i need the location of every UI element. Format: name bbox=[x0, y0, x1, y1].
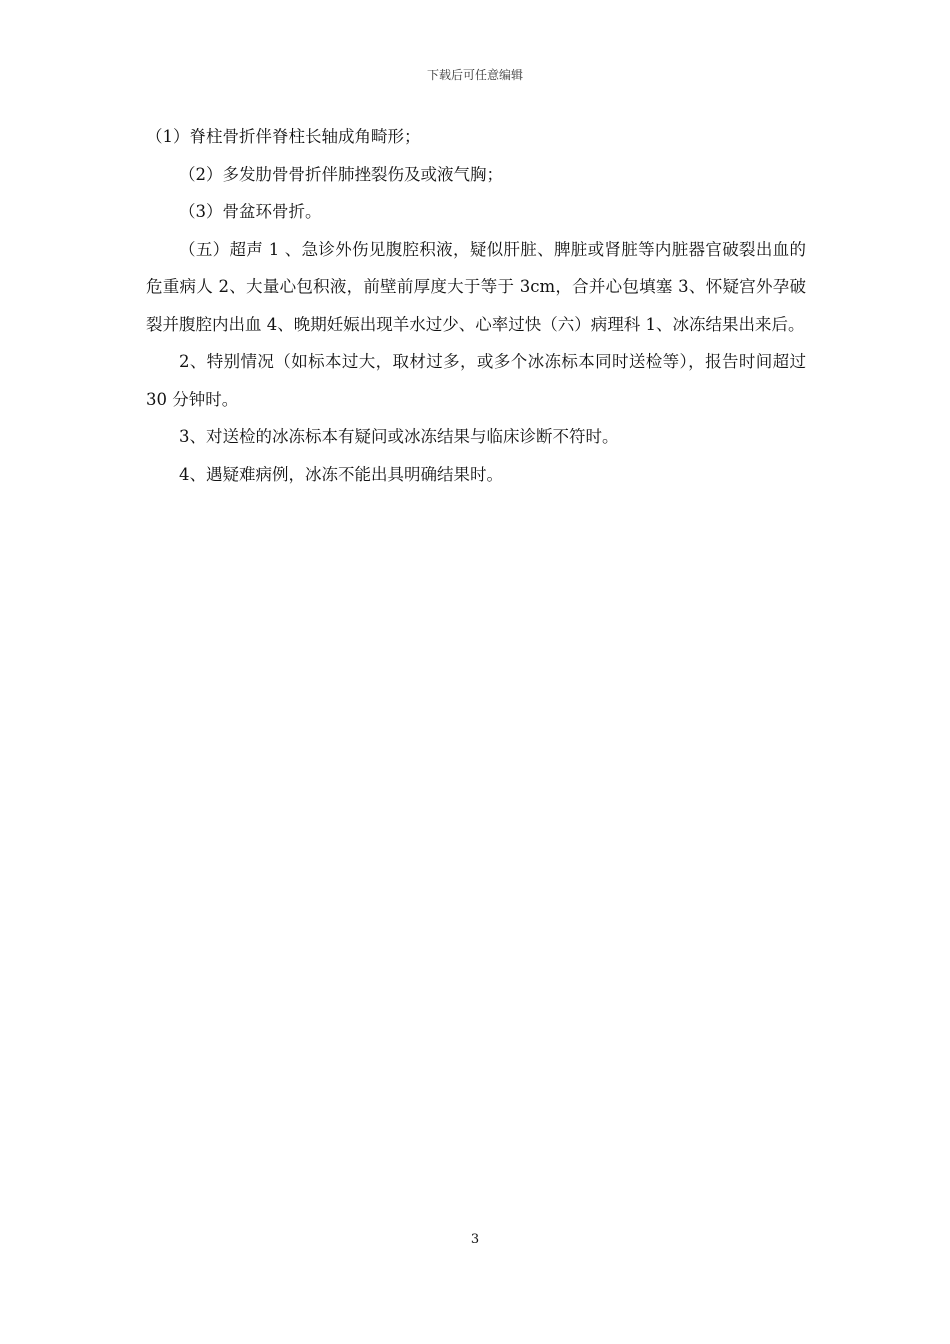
paragraph-rib-fracture: （2）多发肋骨骨折伴肺挫裂伤及或液气胸； bbox=[179, 164, 503, 184]
paragraph-ultrasound: （五）超声 1 、急诊外伤见腹腔积液，疑似肝脏、脾脏或肾脏等内脏器官破裂出血的危重病人 2、大量心包积液，前壁前厚度大于等于 3cm，合并心包填塞 3、怀疑宫外孕破裂并腹腔内出血 4、晚期妊娠出现羊水过少、心率过快（六）病理科 1、冰冻结果出来后。 bbox=[146, 239, 806, 334]
paragraph-pelvic-fracture: （3）骨盆环骨折。 bbox=[179, 202, 322, 221]
document-body bbox=[146, 118, 806, 493]
paragraph-frozen-doubt: 3、对送检的冰冻标本有疑问或冰冻结果与临床诊断不符时。 bbox=[179, 427, 619, 446]
paragraph-spine-fracture: （1）脊柱骨折伴脊柱长轴成角畸形； bbox=[146, 127, 421, 146]
paragraph-special-cases: 2、特别情况（如标本过大，取材过多，或多个冰冻标本同时送检等），报告时间超过 30 分钟时。 bbox=[146, 352, 806, 409]
page-number: 3 bbox=[470, 1232, 480, 1247]
page-header: 下载后可任意编辑 bbox=[426, 68, 523, 82]
paragraph-difficult-cases: 4、遇疑难病例，冰冻不能出具明确结果时。 bbox=[179, 464, 503, 484]
